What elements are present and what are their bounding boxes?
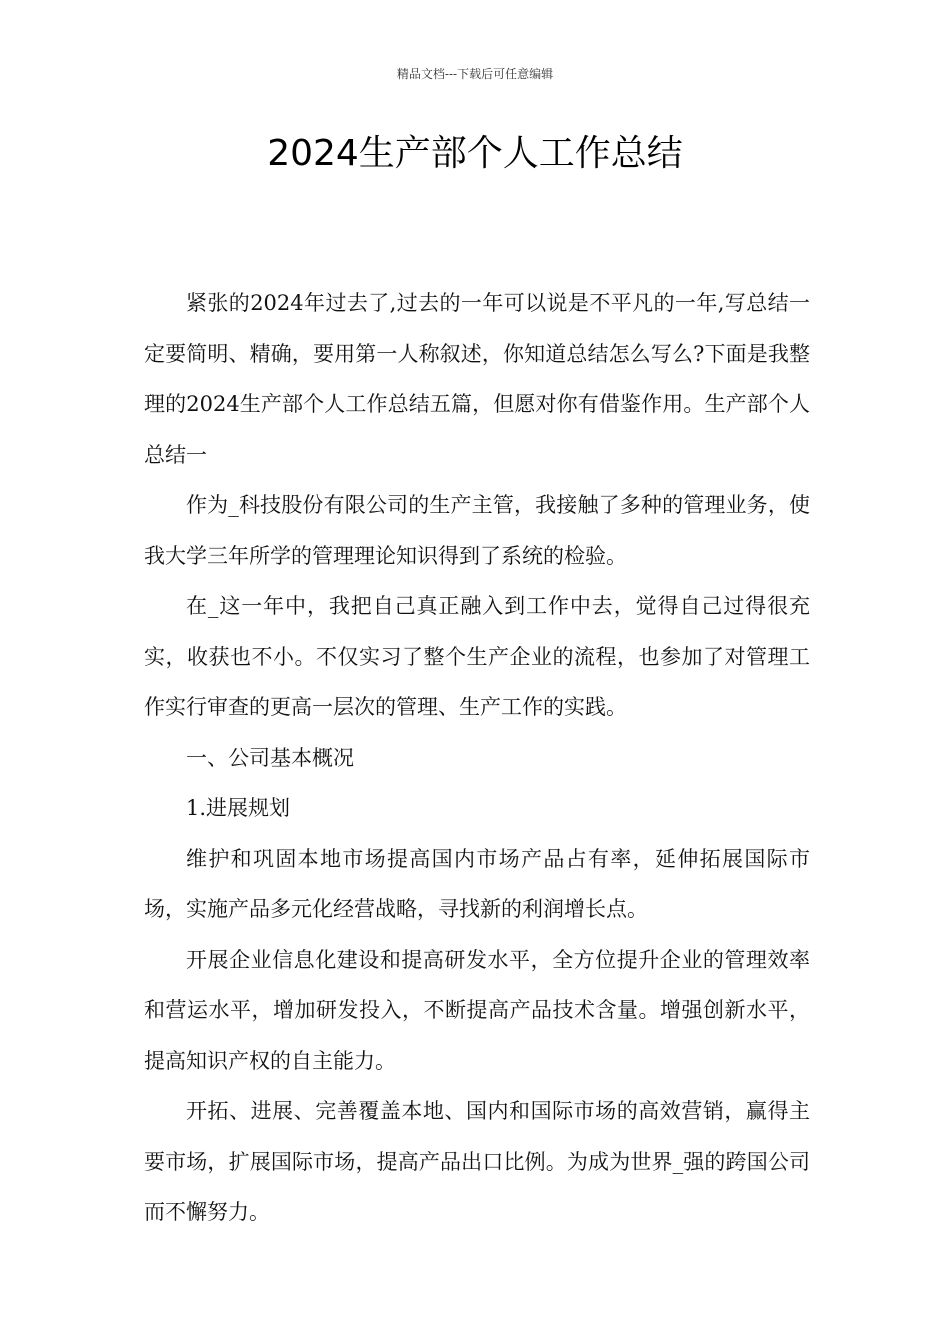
subsection-heading-development-plan: 1.进展规划 (186, 796, 291, 820)
section-heading-company-overview: 一、公司基本概况 (186, 745, 354, 770)
header-note: 精品文档---下载后可任意编辑 (396, 67, 554, 81)
paragraph-intro: 紧张的2024年过去了,过去的一年可以说是不平凡的一年,写总结一定要简明、精确，要用第一人称叙述，你知道总结怎么写么?下面是我整理的2024生产部个人工作总结五篇，但愿对你有借鉴作用。生产部个人总结一 (144, 291, 810, 467)
document-body (144, 278, 810, 1238)
page-title: 2024生产部个人工作总结 (267, 133, 683, 174)
paragraph-market: 维护和巩固本地市场提高国内市场产品占有率，延伸拓展国际市场，实施产品多元化经营战略，寻找新的利润增长点。 (144, 846, 810, 921)
paragraph-role: 作为_科技股份有限公司的生产主管，我接触了多种的管理业务，使我大学三年所学的管理理论知识得到了系统的检验。 (144, 493, 810, 568)
paragraph-year-review: 在_这一年中，我把自己真正融入到工作中去，觉得自己过得很充实，收获也不小。不仅实习了整个生产企业的流程，也参加了对管理工作实行审查的更高一层次的管理、生产工作的实践。 (144, 594, 810, 719)
paragraph-marketing: 开拓、进展、完善覆盖本地、国内和国际市场的高效营销，赢得主要市场，扩展国际市场，提高产品出口比例。为成为世界_强的跨国公司而不懈努力。 (144, 1099, 810, 1224)
paragraph-informatization: 开展企业信息化建设和提高研发水平，全方位提升企业的管理效率和营运水平，增加研发投入，不断提高产品技术含量。增强创新水平，提高知识产权的自主能力。 (144, 947, 810, 1073)
